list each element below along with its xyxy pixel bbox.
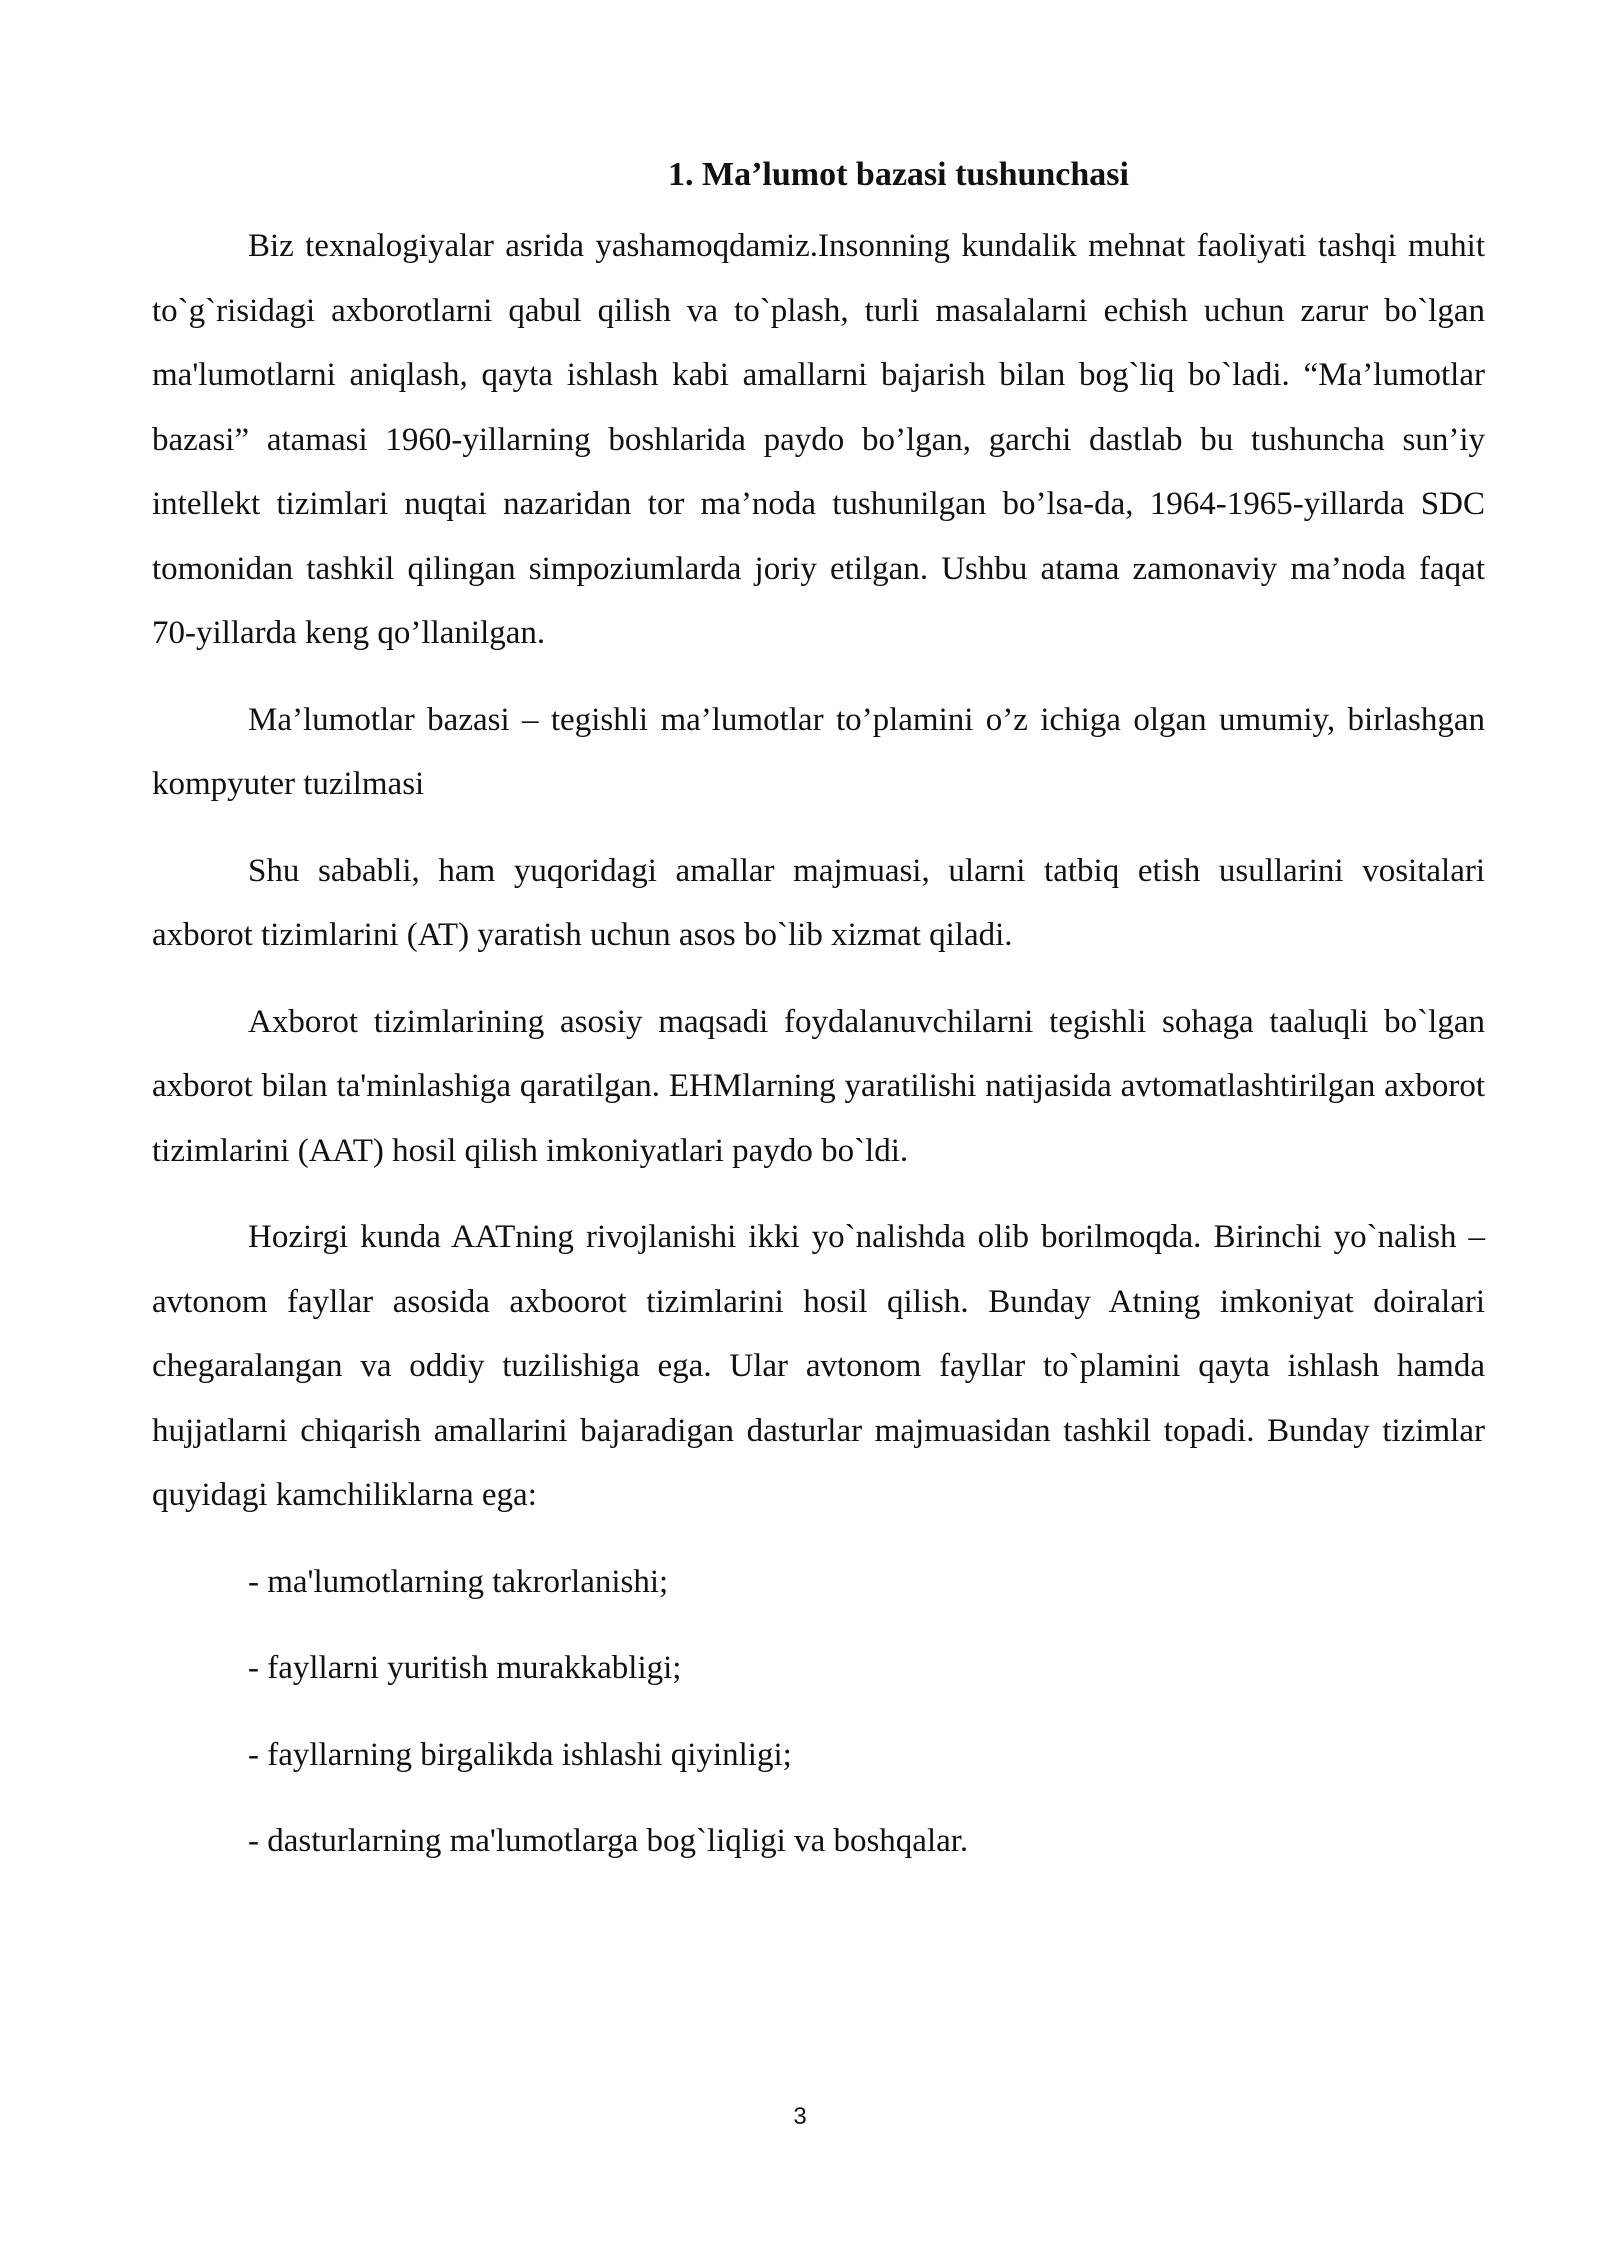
paragraph-intro: Biz texnalogiyalar asrida yashamoqdamiz.Insonning kundalik mehnat faoliyati tashqi muhit to`g`risidagi axborotlarni qabul qilish va to`plash, turli masalalarni echish uchun zarur bo`lgan ma'lumotlarni aniqlash, qayta ishlash kabi amallarni bajarish bilan bog`liq bo`ladi. “Ma’lumotlar bazasi” atamasi 1960-yillarning boshlarida paydo bo’lgan, garchi dastlab bu tushuncha sun’iy intellekt tizimlari nuqtai nazaridan tor ma’noda tushunilgan bo’lsa-da, 1964-1965-yillarda SDC tomonidan tashkil qilingan simpoziumlarda joriy etilgan. Ushbu atama zamonaviy ma’noda faqat 70-yillarda keng qo’llanilgan. [152,228,1485,651]
list-item: - ma'lumotlarning takrorlanishi; [248,1563,669,1600]
section-title: 1. Ma’lumot bazasi tushunchasi [668,156,1129,193]
paragraph-development: Hozirgi kunda AATning rivojlanishi ikki yo`nalishda olib borilmoqda. Birinchi yo`nalish – avtonom fayllar asosida axboorot tizimlarini hosil qilish. Bunday Atning imkoniyat doiralari chegaralangan va oddiy tuzilishiga ega. Ular avtonom fayllar to`plamini qayta ishlash hamda hujjatlarni chiqarish amallarini bajaradigan dasturlar majmuasidan tashkil topadi. Bunday tizimlar quyidagi kamchiliklarna ega: [152,1219,1485,1513]
page-content [152,150,1485,1896]
paragraph-purpose: Axborot tizimlarining asosiy maqsadi foydalanuvchilarni tegishli sohaga taaluqli bo`lgan axborot bilan ta'minlashiga qaratilgan. EHMlarning yaratilishi natijasida avtomatlashtirilgan axborot tizimlarini (AAT) hosil qilish imkoniyatlari paydo bo`ldi. [152,1003,1485,1169]
list-item: - fayllarning birgalikda ishlashi qiyinligi; [248,1736,792,1773]
paragraph-definition: Ma’lumotlar bazasi – tegishli ma’lumotlar to’plamini o’z ichiga olgan umumiy, birlashgan kompyuter tuzilmasi [152,701,1485,802]
paragraph-basis: Shu sababli, ham yuqoridagi amallar majmuasi, ularni tatbiq etish usullarini vositalari axborot tizimlarini (AT) yaratish uchun asos bo`lib xizmat qiladi. [152,852,1485,953]
page-number: 3 [793,2103,807,2130]
list-item: - dasturlarning ma'lumotlarga bog`liqligi va boshqalar. [248,1823,969,1859]
list-item: - fayllarni yuritish murakkabligi; [248,1650,682,1686]
